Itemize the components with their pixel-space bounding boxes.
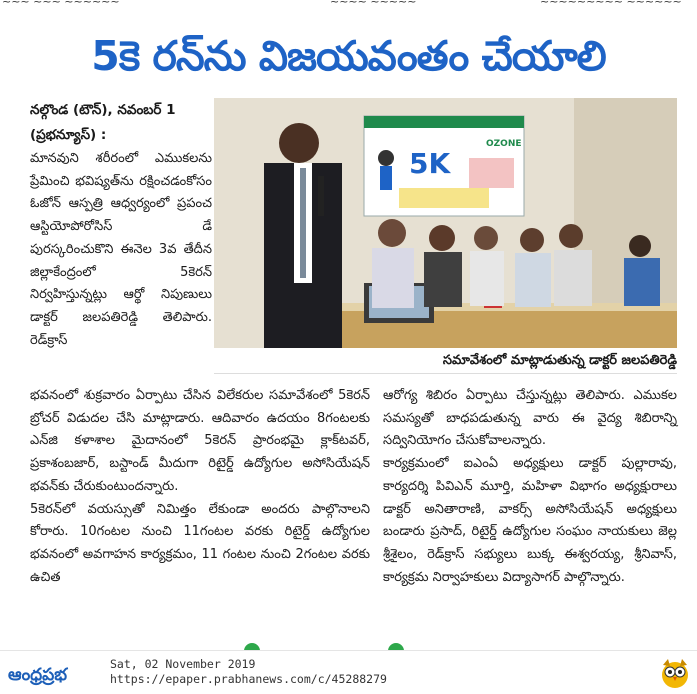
strip-text: ~~~~~~~~~ ~~~~~~ bbox=[540, 0, 682, 8]
article-column-right bbox=[383, 385, 677, 589]
footer-url[interactable]: https://epaper.prabhanews.com/c/45288279 bbox=[110, 672, 387, 686]
paragraph: 5కెరన్‌లో వయస్సుతో నిమిత్తం లేకుండా అందరు పాల్గొనాలని కోరారు. 10గంటల నుంచి 11గంటల వరకు రిటైర్డ్ ఉద్యోగుల భవనంలో అవగాహన కార్యక్రమం, 11 గంటల నుంచి 2గంటల వరకు ఉచిత bbox=[30, 501, 370, 585]
dateline: నల్గొండ (టౌన్), నవంబర్ 1 (ప్రభన్యూస్) : bbox=[30, 102, 176, 143]
article-column-left bbox=[30, 148, 212, 352]
paragraph: భవనంలో శుక్రవారం ఏర్పాటు చేసిన విలేకరుల సమావేశంలో 5కెరన్ బ్రోచర్ విడుదల చేసి మాట్లాడారు. ఆదివారం ఉదయం 8గంటలకు ఎన్‌జి కళాశాల మైదానంలో 5కెరన్ ప్రారంభమై క్లాక్‌టవర్, ప్రకాశంబజార్, బస్టాండ్ మీదుగా రిటైర్డ్ ఉద్యోగుల అసోసియేషన్ భవన్‌కు చేరుకుంటుందన్నారు. bbox=[30, 388, 370, 494]
headline: 5కె రన్‌ను విజయవంతం చేయాలి bbox=[91, 32, 606, 80]
paragraph: మానవుని శరీరంలో ఎముకలను ప్రేమించి భవిష్యత్‌ను రక్షించడంకోసం ఓజోన్ ఆస్పత్రి ఆధ్వర్యంలో ప్రపంచ ఆస్టియోపోరోసిస్ డే పురస్కరించుకొని ఈనెల 3వ తేదీన జిల్లాకేంద్రంలో 5కెరన్ నిర్వహిస్తున్నట్లు ఆర్థో నిపుణులు డాక్టర్ జలపతిరెడ్డి తెలిపారు. రెడ్‌క్రాస్ bbox=[30, 151, 212, 348]
news-photo[interactable] bbox=[214, 98, 677, 348]
owl-mascot-icon bbox=[660, 657, 690, 689]
strip-text: ~~~ ~~~ ~~~~~~ bbox=[2, 0, 120, 8]
banner-5k-text: 5K bbox=[409, 147, 451, 180]
photo-illustration bbox=[214, 98, 677, 348]
previous-page-strip bbox=[0, 0, 697, 16]
banner-brand-text: OZONE bbox=[486, 139, 522, 149]
strip-text: ~~~~ ~~~~~ bbox=[330, 0, 417, 8]
footer-meta bbox=[110, 657, 387, 687]
article-column-middle bbox=[30, 385, 370, 589]
speaker-head bbox=[279, 123, 319, 163]
paragraph: కార్యక్రమంలో ఐఎంఏ అధ్యక్షులు డాక్టర్ పుల్లారావు, కార్యదర్శి పివిఎన్ మూర్తి, మహిళా విభాగం అధ్యక్షురాలు డాక్టర్ అనితారాణి, వాకర్స్ అసోసియేషన్ అధ్యక్షులు బండారు ప్రసాద్, రిటైర్డ్ ఉద్యోగుల సంఘం నాయకులు జెల్ల శ్రీశైలం, రెడ్‌క్రాస్ సభ్యులు బుక్క ఈశ్వరయ్య, శ్రీనివాస్, కార్యక్రమ నిర్వాహకులు విద్యాసాగర్ పాల్గొన్నారు. bbox=[383, 456, 677, 585]
footer-bar bbox=[0, 650, 697, 694]
photo-caption: సమావేశంలో మాట్లాడుతున్న డాక్టర్ జలపతిరెడ్డి bbox=[214, 349, 677, 374]
logo-text: ఆంధ్రప్రభ bbox=[8, 665, 68, 685]
footer-date: Sat, 02 November 2019 bbox=[110, 657, 256, 671]
microphone bbox=[318, 176, 324, 216]
paragraph: ఆరోగ్య శిబిరం ఏర్పాటు చేస్తున్నట్లు తెలిపారు. ఎముకల సమస్యతో బాధపడుతున్న వారు ఈ వైద్య శిబిరాన్ని సద్వినియోగం చేసుకోవాలన్నారు. bbox=[383, 388, 677, 449]
andhra-prabha-logo[interactable] bbox=[6, 660, 102, 686]
